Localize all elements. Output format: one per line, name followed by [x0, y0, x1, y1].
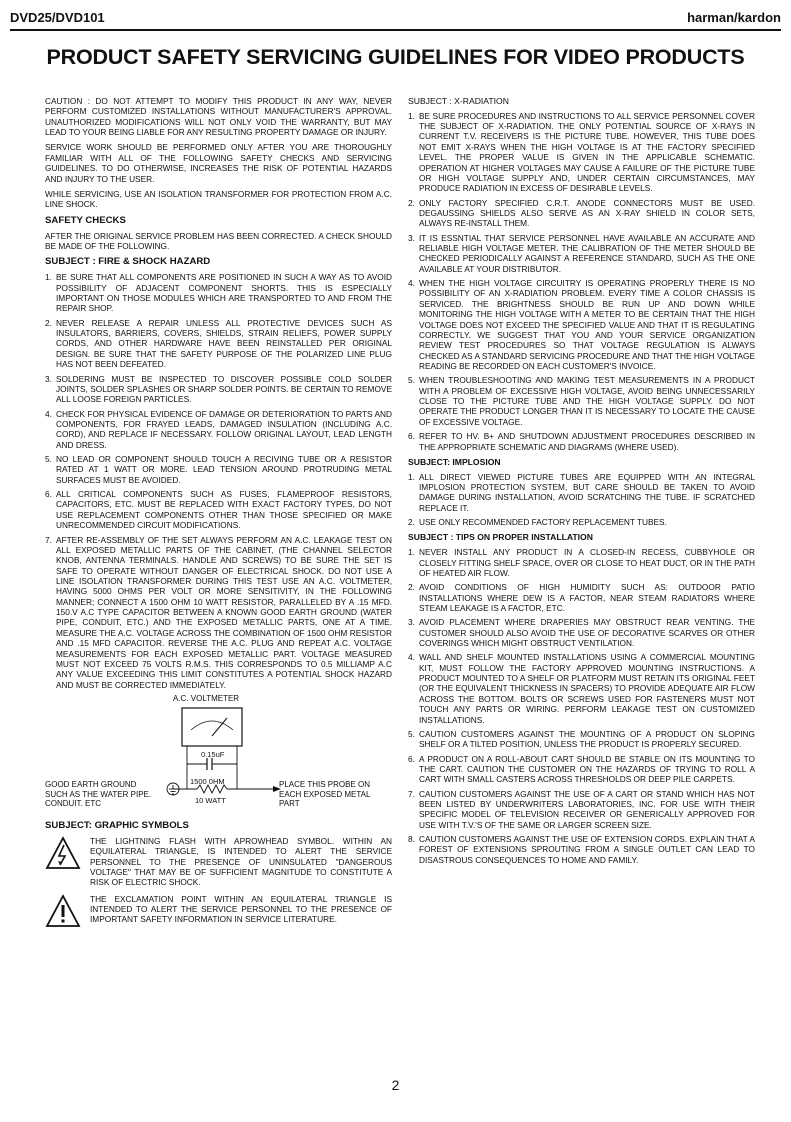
list-item: 1. BE SURE THAT ALL COMPONENTS ARE POSITIONED IN SUCH A WAY AS TO AVOID POSSIBILITY OF ADJACENT COMPONENT SHORTS. THIS IS ESPECIALLY IMPORTANT ON THOSE MODULES WHICH ARE TRANSPORTED TO AND FROM THE REPAIR SHOP. [45, 272, 392, 314]
list-item: 8. CAUTION CUSTOMERS AGAINST THE USE OF EXTENSION CORDS. EXPLAIN THAT A FOREST OF EXTENSIONS SPROUTING FROM A SINGLE OUTLET CAN LEAD TO DISASTROUS CONSEQUENCES TO HOME AND FAMILY. [408, 834, 755, 865]
brand-name: harman/kardon [687, 10, 781, 25]
safety-checks-text: AFTER THE ORIGINAL SERVICE PROBLEM HAS BEEN CORRECTED. A CHECK SHOULD BE MADE OF THE FOLLOWING. [45, 230, 392, 251]
isolation-paragraph: WHILE SERVICING, USE AN ISOLATION TRANSFORMER FOR PROTECTION FROM A.C. LINE SHOCK. [45, 188, 392, 210]
list-item: 2. NEVER RELEASE A REPAIR UNLESS ALL PROTECTIVE DEVICES SUCH AS INSULATORS, BARRIERS, COVERS, SHIELDS, STRAIN RELIEFS, POWER SUPPLY CORDS, AND OTHER HARDWARE HAVE BEEN REINSTALLED PER ORIGINAL DESIGN. BE SURE THAT THE SAFETY PURPOSE OF THE POLARIZED LINE PLUG HAS NOT BEEN DEFEATED. [45, 317, 392, 370]
model-number: DVD25/DVD101 [10, 10, 105, 25]
xray-list [408, 111, 755, 452]
list-item: 2. USE ONLY RECOMMENDED FACTORY REPLACEMENT TUBES. [408, 517, 667, 528]
resistor-label-top: 1500 0HM [190, 776, 225, 786]
list-item: 1. ALL DIRECT VIEWED PICTURE TUBES ARE EQUIPPED WITH AN INTEGRAL IMPLOSION PROTECTION SYSTEM, BUT CARE SHOULD BE TAKEN TO AVOID DAMAGE DURING INSTALLATION, AVOID SCRATCHING THE TUBE. IF SCRATCHED REPLACE IT. [408, 471, 755, 513]
header-rule [10, 29, 781, 31]
resistor-label-bottom: 10 WATT [195, 795, 226, 805]
xray-heading: SUBJECT : X-RADIATION [408, 96, 509, 106]
left-column [45, 96, 392, 940]
service-paragraph: SERVICE WORK SHOULD BE PERFORMED ONLY AFTER YOU ARE THOROUGHLY FAMILIAR WITH ALL OF THE FOLLOWING SAFETY CHECKS AND SERVICING GUIDELINES. TO DO OTHERWISE, INCREASES THE RISK OF POTENTIAL HAZARDS AND INJURY TO THE USER. [45, 142, 392, 184]
list-item: 6. REFER TO HV. B+ AND SHUTDOWN ADJUSTMENT PROCEDURES DESCRIBED IN THE APPROPRIATE SCHEMATIC AND DIAGRAMS (WHERE USED). [408, 431, 755, 452]
fire-shock-list [45, 272, 392, 690]
installation-tips-heading: SUBJECT : TIPS ON PROPER INSTALLATION [408, 532, 593, 543]
exclamation-triangle-icon [45, 894, 81, 928]
exclamation-symbol-block [45, 894, 392, 934]
page-title: PRODUCT SAFETY SERVICING GUIDELINES FOR VIDEO PRODUCTS [46, 45, 745, 69]
lightning-symbol-text: THE LIGHTNING FLASH WITH APROWHEAD SYMBOL. WITHIN AN EQUILATERAL TRIANGLE, IS INTENDED TO ALERT THE SERVICE PERSONNEL TO THE PRESENCE OF UNINSULATED "DANGEROUS VOLTAGE" THAT MAY BE OF SUFFICIENT MAGNITUDE TO CONSTITUTE A RISK OF ELECTRIC SHOCK. [90, 835, 392, 888]
list-item: 5. CAUTION CUSTOMERS AGAINST THE MOUNTING OF A PRODUCT ON SLOPING SHELF OR A TILTED POSITION, UNLESS THE PRODUCT IS PROPERLY SECURED. [408, 728, 755, 750]
list-item: 4. WHEN THE HIGH VOLTAGE CIRCUITRY IS OPERATING PROPERLY THERE IS NO POSSIBILITY OF AN X-RADIATION PROBLEM. EVERY TIME A COLOR CHASSIS IS SERVICED. THE BRIGHTNESS SHOULD BE RUN UP AND DOWN WHILE MONITORING THE HIGH VOLTAGE WITH A METER TO BE CERTAIN THAT THE HIGH VOLTAGE DOES NOT EXCEED THE SPECIFIED VALUE AND THAT IT IS REGULATING CORRECTLY. WE SUGGEST THAT YOU AND YOUR SERVICE ORGANIZATION REVIEW TEST PROCEDURES SO THAT VOLTAGE REGULATION IS ALWAYS CHECKED AS A STANDARD SERVICING PROCEDURE AND THAT THE HIGH VOLTAGE READING BE RECORDED ON EACH CUSTOMER'S INVOICE. [408, 278, 755, 371]
list-item: 2. AVOID CONDITIONS OF HIGH HUMIDITY SUCH AS: OUTDOOR PATIO INSTALLATIONS WHERE DEW IS A FACTOR, NEAR STEAM RADIATORS WHERE STEAM LEAKAGE IS A FACTOR, ETC. [408, 582, 755, 613]
safety-checks-heading: SAFETY CHECKS [45, 214, 126, 226]
page-number: 2 [391, 1077, 400, 1093]
list-item: 6. ALL CRITICAL COMPONENTS SUCH AS FUSES, FLAMEPROOF RESISTORS, CAPACITORS, ETC. MUST BE REPLACED WITH EXACT FACTORY TYPES, DO NOT USE REPLACEMENT COMPONENTS OTHER THAN THOSE SPECIFIED OR MAKE UNRECOMMENDED CIRCUIT MODIFICATIONS. [45, 489, 392, 531]
list-item: 2. ONLY FACTORY SPECIFIED C.R.T. ANODE CONNECTORS MUST BE USED. DEGAUSSING SHIELDS ALSO SERVE AS AN X-RAY SHIELD IN COLOR SETS, ALWAYS RE-INSTALL THEM. [408, 197, 755, 229]
installation-tips-list [408, 547, 755, 865]
exclamation-symbol-text: THE EXCLAMATION POINT WITHIN AN EQUILATERAL TRIANGLE IS INTENDED TO ALERT THE SERVICE PERSONNEL TO THE PRESENCE OF IMPORTANT SAFETY INFORMATION IN SERVICE LITERATURE. [90, 893, 392, 925]
leakage-test-diagram [45, 694, 392, 814]
capacitor-label: 0.15uF [201, 749, 225, 759]
list-item: 5. NO LEAD OR COMPONENT SHOULD TOUCH A RECIVING TUBE OR A RESISTOR RATED AT 1 WATT OR MORE. LEAD TENSION AROUND PROTRUDING METAL SURFACES MUST BE AVOIDED. [45, 454, 392, 485]
list-item: 4. CHECK FOR PHYSICAL EVIDENCE OF DAMAGE OR DETERIORATION TO PARTS AND COMPONENTS, FOR FRAYED LEADS, DAMAGED INSULATION (INCLUDING A.C. CORD), AND REPLACE IF NECESSARY. FOLLOW ORIGINAL LAYOUT, LEAD LENGTH AND DRESS. [45, 408, 392, 450]
implosion-heading: SUBJECT: IMPLOSION [408, 456, 501, 467]
list-item: 7. AFTER RE-ASSEMBLY OF THE SET ALWAYS PERFORM AN A.C. LEAKAGE TEST ON ALL EXPOSED METALLIC PARTS OF THE CABINET, (THE CHANNEL SELECTOR KNOB, ANTENNA TERMINALS. HANDLE AND SCREWS) TO BE SURE THE SET IS SAFE TO OPERATE WITHOUT DANGER OF ELECTRICAL SHOCK. DO NOT USE A LINE ISOLATION TRANSFORMER DURING THIS TEST USE AN A.C. VOLTMETER, HAVING 5000 OHMS PER VOLT OR MORE SENSITIVITY, IN THE FOLLOWING MANNER; CONNECT A 1500 OHM 10 WATT RESISTOR, PARALLELED BY A .15 MFD. 150.V A.C TYPE CAPACITOR BETWEEN A KNOWN GOOD EARTH GROUND (WATER PIPE, CONDUIT, ETC.) AND THE EXPOSED METALLIC PARTS, ONE AT A TIME. MEASURE THE A.C. VOLTAGE ACROSS THE COMBINATION OF 1500 OHM RESISTOR AND .15 MFD CAPACITOR. REVERSE THE A.C. PLUG AND REPEAT A.C. VOLTAGE MEASUREMENTS FOR EACH EXPOSED METALLIC PART. VOLTAGE MEASURED MUST NOT EXCEED 75 VOLTS R.M.S. THIS CORRESPONDS TO 0.5 MILLIAMP A.C ANY VALUE EXCEEDING THIS LIMIT CONSTITUTES A POTENTIAL SHOCK HAZARD AND MUST BE CORRECTED IMMEDIATELY. [45, 534, 392, 690]
ground-label: GOOD EARTH GROUND SUCH AS THE WATER PIPE. CONDUIT. ETC [45, 779, 152, 809]
lightning-triangle-icon [45, 836, 81, 870]
list-item: 6. A PRODUCT ON A ROLL-ABOUT CART SHOULD BE STABLE ON ITS MOUNTING TO THE CART. CAUTION THE CUSTOMER ON THE HAZARDS OF TRYING TO ROLL A CART WITH SMALL CASTERS ACROSS THRESHOLDS OR DEEP PILE CARPETS. [408, 753, 755, 785]
list-item: 1. NEVER INSTALL ANY PRODUCT IN A CLOSED-IN RECESS, CUBBYHOLE OR CLOSELY FITTING SHELF SPACE, OVER OR CLOSE TO HEAT DUCT, OR IN THE PATH OF HEATED AIR FLOW. [408, 547, 755, 578]
list-item: 7. CAUTION CUSTOMERS AGAINST THE USE OF A CART OR STAND WHICH HAS NOT BEEN LISTED BY UNDERWRITERS LABORATORIES, INC. FOR USE WITH THEIR SPECIFIC MODEL OF TELEVISION RECEIVER OR GENERICALLY APPROVED FOR USE WITH T.V.'S OF THE SAME OR LARGER SCREEN SIZE. [408, 788, 755, 830]
list-item: 1. BE SURE PROCEDURES AND INSTRUCTIONS TO ALL SERVICE PERSONNEL COVER THE SUBJECT OF X-RADIATION. THE ONLY POTENTIAL SOURCE OF X-RAYS IN CURRENT T.V. RECEIVERS IS THE PICTURE TUBE. HOWEVER, THIS TUBE DOES NOT EMIT X-RAYS WHEN THE HIGH VOLTAGE IS AT THE FACTORY SPECIFIED LEVEL. THE PROPER VALUE IS GIVEN IN THE APPLICABLE SCHEMATIC. OPERATION AT HIGHER VOLTAGES MAY CAUSE A FAILURE OF THE PICTURE TUBE OR HIGH VOLTAGE SUPPLY AND, UNDER CERTAIN CIRCUMSTANCES, MAY PRODUCE RADIATION IN EXCESS OF DESIRABLE LEVELS. [408, 110, 755, 194]
list-item: 5. WHEN TROUBLESHOOTING AND MAKING TEST MEASUREMENTS IN A PRODUCT WITH A PROBLEM OF EXCESSIVE HIGH VOLTAGE, AVOID BEING UNNECESSARILY CLOSE TO THE PICTURE TUBE AND THE HIGH VOLTAGE SUPPLY. DO NOT OPERATE THE PRODUCT LONGER THAN IT IS NECESSARY TO LOCATE THE CAUSE OF EXCESSIVE VOLTAGE. [408, 375, 755, 427]
page-header [10, 10, 781, 30]
list-item: 3. AVOID PLACEMENT WHERE DRAPERIES MAY OBSTRUCT REAR VENTING. THE CUSTOMER SHOULD ALSO AVOID THE USE OF DECORATIVE SCARVES OR OTHER COVERINGS WHICH MIGHT OBSTRUCT VENTILATION. [408, 617, 755, 649]
fire-shock-heading: SUBJECT : FIRE & SHOCK HAZARD [45, 256, 211, 268]
voltmeter-label: A.C. VOLTMETER [173, 693, 240, 703]
right-column [408, 96, 755, 869]
list-item: 3. SOLDERING MUST BE INSPECTED TO DISCOVER POSSIBLE COLD SOLDER JOINTS, SOLDER SPLASHES OR SHARP SOLDER POINTS. BE CERTAIN TO REMOVE ALL LOOSE FOREIGN PARTICLES. [45, 373, 392, 405]
list-item: 4. WALL AND SHELF MOUNTED INSTALLATIONS USING A COMMERCIAL MOUNTING KIT, MUST FOLLOW THE FACTORY APPROVED MOUNTING INSTRUCTIONS. A PRODUCT MOUNTED TO A SHELF OR PLATFORM MUST RETAIN ITS ORIGINAL FEET (OR THE EQUIVALENT THICKNESS IN SPACERS) TO PROVIDE ADEQUATE AIR FLOW ACROSS THE BOTTOM. BOLTS OR SCREWS USED FOR FASTENERS MUST NOT TOUCH ANY PARTS OR WIRING. PERFORM LEAKAGE TEST ON CUSTOMIZED INSTALLATIONS. [408, 652, 755, 725]
graphic-symbols-heading: SUBJECT: GRAPHIC SYMBOLS [45, 819, 189, 831]
lightning-symbol-block [45, 836, 392, 888]
probe-label: PLACE THIS PROBE ON EACH EXPOSED METAL PART [279, 779, 371, 809]
implosion-list [408, 472, 755, 528]
caution-paragraph: CAUTION : DO NOT ATTEMPT TO MODIFY THIS PRODUCT IN ANY WAY, NEVER PERFORM CUSTOMIZED INSTALLATIONS WITHOUT MANUFACTURER'S APPROVAL. UNAUTHORIZED MODIFICATIONS WILL NOT ONLY VOID THE WARRANTY, BUT MAY LEAD TO YOUR BEING LIABLE FOR ANY RESULTING PROPERTY DAMAGE OR INJURY. [45, 96, 392, 138]
list-item: 3. IT IS ESSNTIAL THAT SERVICE PERSONNEL HAVE AVAILABLE AN ACCURATE AND RELIABLE HIGH VOLTAGE METER. THE CALIBRATION OF THE METER SHOULD BE CHECKED PERIODICALLY AGAINST A REFERENCE STANDARD, SUCH AS THE ONE AVAILABLE AT YOUR DISTRIBUTOR. [408, 232, 755, 274]
